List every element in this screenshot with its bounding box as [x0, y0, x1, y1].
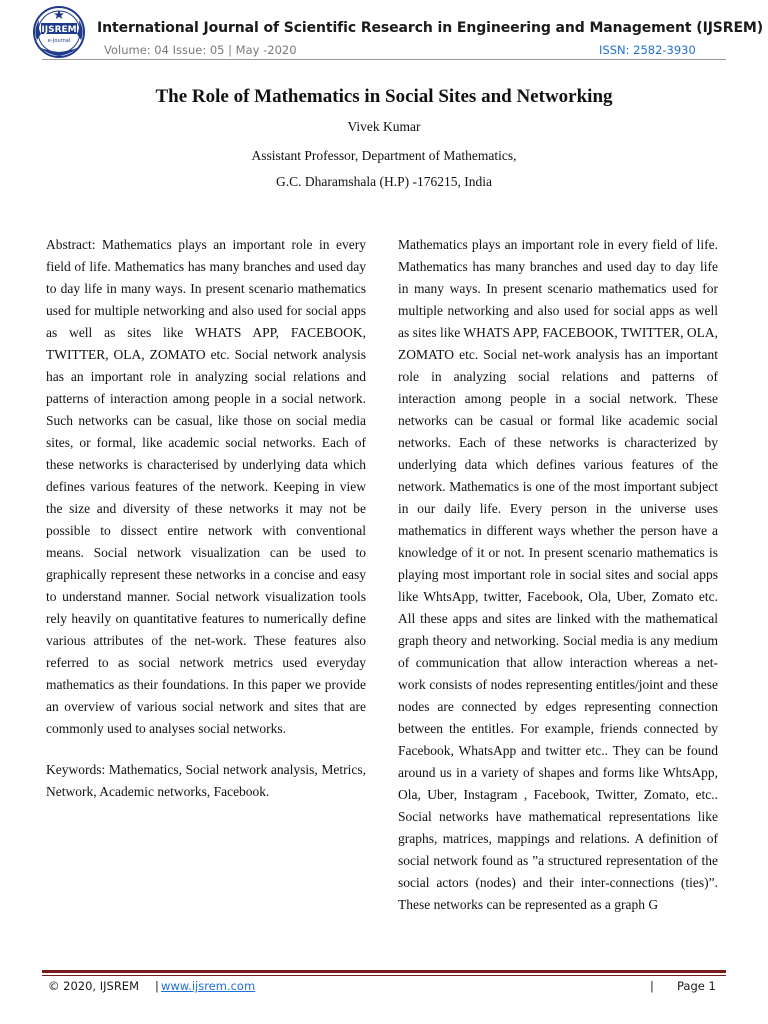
footer-separator: | [155, 979, 159, 993]
svg-text:IJSREM: IJSREM [41, 25, 77, 35]
author-affiliation-address: G.C. Dharamshala (H.P) -176215, India [276, 174, 492, 189]
author-name: Vivek Kumar [347, 119, 421, 134]
footer-copyright: © 2020, IJSREM [48, 979, 139, 993]
footer-divider-thin [42, 975, 726, 976]
author-affiliation-department: Assistant Professor, Department of Mathematics, [251, 148, 517, 163]
volume-issue: Volume: 04 Issue: 05 | May -2020 [104, 43, 297, 57]
keywords-paragraph: Keywords: Mathematics, Social network analysis, Metrics, Network, Academic networks, Facebook. [46, 762, 366, 799]
paper-title: The Role of Mathematics in Social Sites and Networking [155, 86, 613, 107]
body-paragraph: Mathematics plays an important role in every field of life. Mathematics has many branches and used day to day life in many ways. In present scenario mathematics used for multiple networking and also used for social apps as well as sites like WHATS APP, FACEBOOK, TWITTER, OLA, ZOMATO etc. Social net-work analysis has an important role in analyzing social relations and patterns of interaction among people in a social network. These networks can be casual or formal like academic social networks. Each of these networks is characterized by underlying data which defines various features of the network. Mathematics is one of the most important subject in our daily life. Every person in the universe uses mathematics in different ways whether the person have a knowledge of it or not. In present scenario mathematics is playing most important role in social sites and social apps like WhtsApp, twitter, Facebook, Ola, Uber, Zomato etc. All these apps and sites are linked with the mathematical graph theory and networking. Social media is any medium of communication that allow interaction whereas a net-work consists of nodes representing entitles/joint and these nodes are connected by edges representing connection between the entitles. For example, friends connected by Facebook, WhatsApp and twitter etc.. They can be found around us in a variety of shapes and forms like WhtsApp, Ola, Uber, Instagram , Facebook, Twitter, Zomato, etc.. Social networks have mathematical representations like graphs, matrices, mappings and relations. A definition of social network found as ”a structured representation of the social actors (nodes) and their inter-connections (ties)”. These networks can be represented as a graph G [398, 237, 718, 912]
ijsrem-seal-icon [27, 4, 91, 60]
footer-website-link[interactable]: www.ijsrem.com [161, 979, 256, 993]
svg-text:e-Journal: e-Journal [47, 38, 71, 44]
page-number: Page 1 [677, 979, 716, 993]
footer-separator: | [650, 979, 654, 993]
right-column [398, 234, 718, 916]
journal-title: International Journal of Scientific Research in Engineering and Management (IJSREM) [97, 20, 764, 36]
footer-divider-thick [42, 970, 726, 973]
issn: ISSN: 2582-3930 [599, 43, 696, 57]
left-column [46, 234, 366, 802]
header-divider [42, 59, 726, 60]
abstract-paragraph: Abstract: Mathematics plays an important role in every field of life. Mathematics has many branches and used day to day life in many ways. In present scenario mathematics used for multiple networking and also used for social apps as well as sites like WHATS APP, FACEBOOK, TWITTER, OLA, ZOMATO etc. Social network analysis has an important role in analyzing social relations and patterns of interaction among people in a social network. Such networks can be casual, like those on social media sites, or formal, like academic social networks. Each of these networks is characterised by underlying data which defines various features of the network. Keeping in view the size and diversity of these networks it may not be possible to dissect entire network with conventional means. Social network visualization can be used to graphically represent these networks in a concise and easy to understand manner. Social network visualization tools rely heavily on quantitative features to numerically define various attributes of the net-work. These features also referred to as social network metrics used everyday mathematics as their foundations. In this paper we provide an overview of various social network and sites that are commonly used to analyses social networks. [46, 237, 366, 736]
journal-logo [27, 4, 91, 60]
